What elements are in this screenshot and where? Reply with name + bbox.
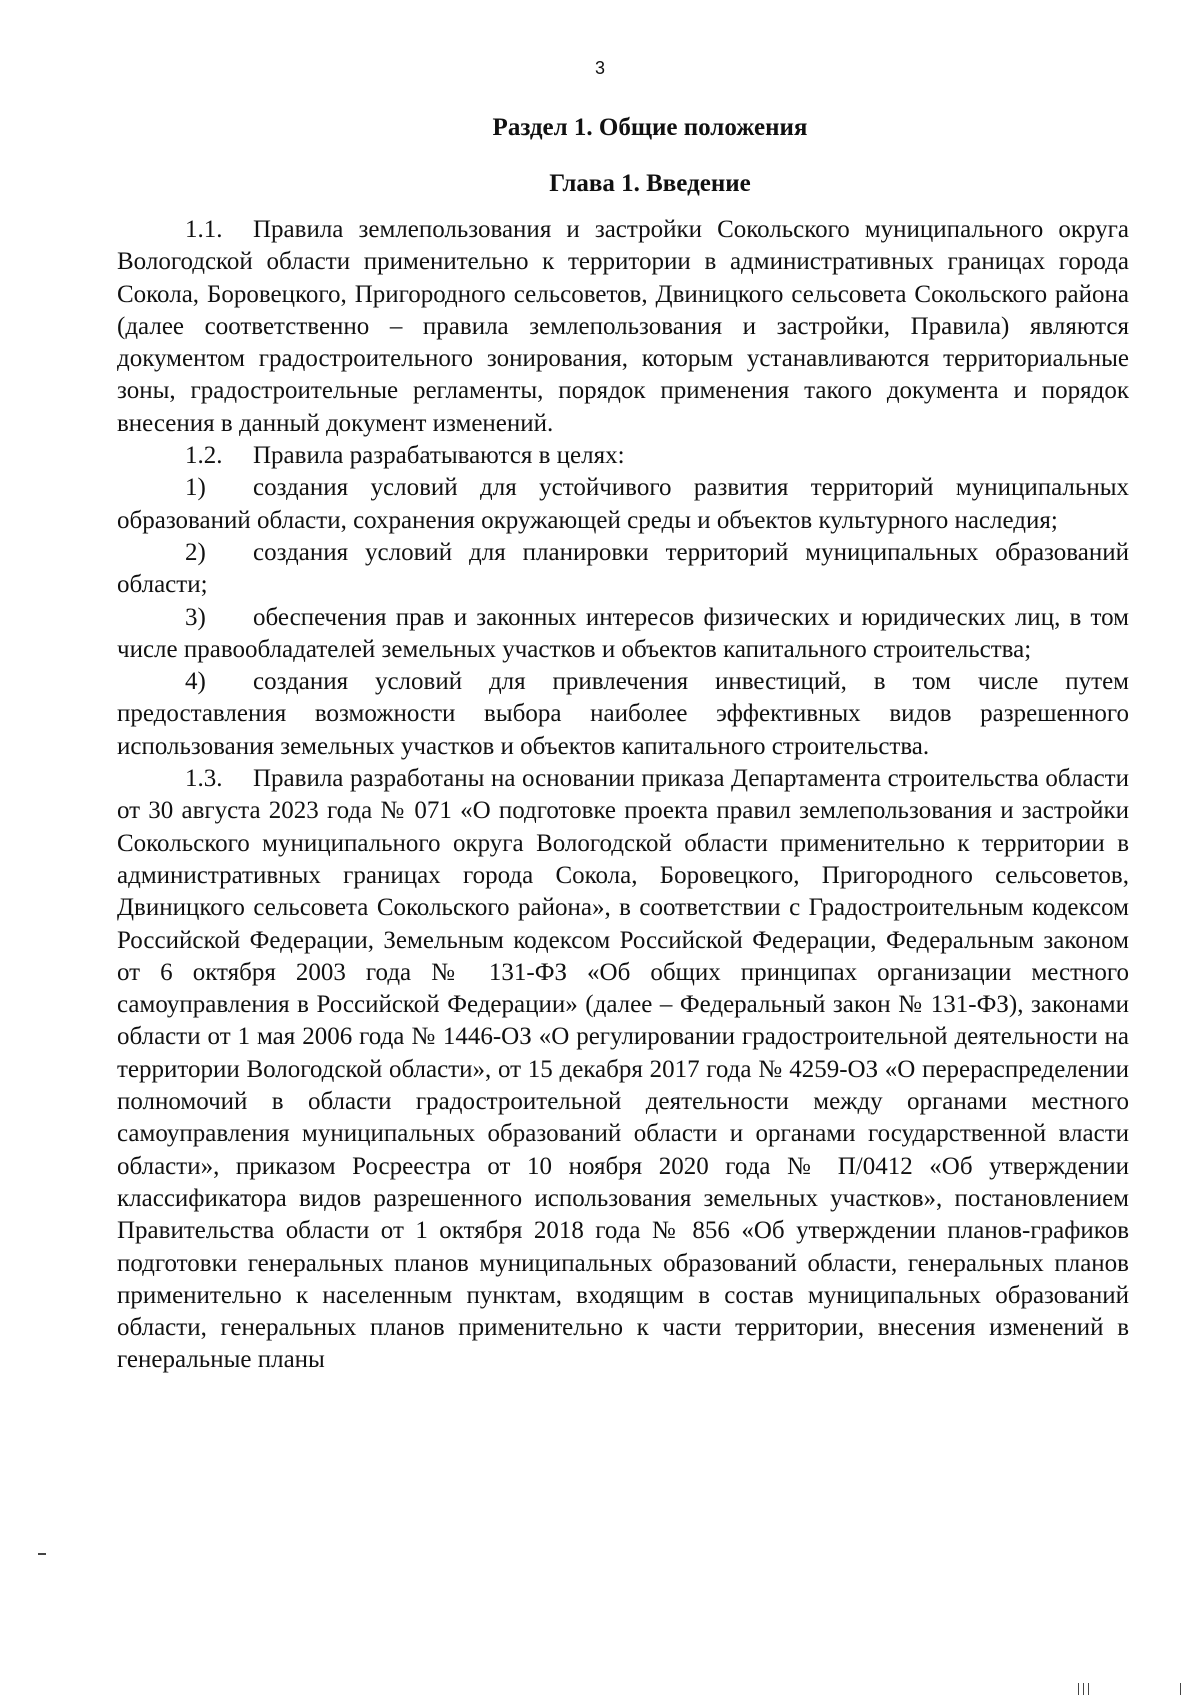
list-item-number: 3) <box>185 603 206 631</box>
list-item-number: 1) <box>185 474 206 502</box>
paragraph-number: 1.3. <box>185 765 223 793</box>
list-item-text: создания условий для устойчивого развития территорий муниципальных образований области, сохранения окружающей среды и объектов культурного наследия; <box>117 474 1129 534</box>
scan-artifact-mark <box>1083 1683 1084 1695</box>
scan-artifact-mark <box>1180 1683 1181 1695</box>
paragraph-1-2 <box>117 440 1129 472</box>
list-item-text: обеспечения прав и законных интересов физических и юридических лиц, в том числе правообладателей земельных участков и объектов капитального строительства; <box>117 603 1129 663</box>
paragraph-text: Правила разработаны на основании приказа Департамента строительства области от 30 августа 2023 года № 071 «О подготовке проекта правил землепользования и застройки Сокольского муниципального округа Вологодской области применительно к территории в административных границах города Сокола, Боровецкого, Пригородного сельсоветов, Двиницкого сельсовета Сокольского района», в соответствии с Градостроительным кодексом Российской Федерации, Земельным кодексом Российской Федерации, Федеральным законом от 6 октября 2003 года № 131-ФЗ «Об общих принципах организации местного самоуправления в Российской Федерации» (далее – Федеральный закон № 131-ФЗ), законами области от 1 мая 2006 года № 1446-ОЗ «О регулировании градостроительной деятельности на территории Вологодской области», от 15 декабря 2017 года № 4259-ОЗ «О перераспределении полномочий в области градостроительной деятельности между органами местного самоуправления муниципальных образований области и органами государственной власти области», приказом Росреестра от 10 ноября 2020 года № П/0412 «Об утверждении классификатора видов разрешенного использования земельных участков», постановлением Правительства области от 1 октября 2018 года № 856 «Об утверждении планов-графиков подготовки генеральных планов муниципальных образований области, генеральных планов применительно к населенным пунктам, входящим в состав муниципальных образований области, генеральных планов применительно к части территории, внесения изменений в генеральные планы <box>117 765 1129 1374</box>
paragraph-number: 1.2. <box>185 442 223 470</box>
list-item-4 <box>117 666 1129 763</box>
paragraph-number: 1.1. <box>185 216 223 243</box>
scan-artifact-mark <box>1088 1683 1089 1695</box>
scan-artifact-mark <box>38 1553 46 1555</box>
paragraph-1-3 <box>117 763 1129 1377</box>
section-title: Раздел 1. Общие положения <box>492 114 808 141</box>
list-item-3 <box>117 602 1129 667</box>
scan-artifact-mark <box>1078 1683 1079 1695</box>
chapter-title: Глава 1. Введение <box>549 170 751 197</box>
list-item-text: создания условий для привлечения инвестиций, в том числе путем предоставления возможности выбора наиболее эффективных видов разрешенного использования земельных участков и объектов капитального строительства. <box>117 668 1129 760</box>
list-item-1 <box>117 472 1129 537</box>
paragraph-text: Правила землепользования и застройки Сокольского муниципального округа Вологодской области применительно к территории в административных границах города Сокола, Боровецкого, Пригородного сельсоветов, Двиницкого сельсовета Сокольского района (далее соответственно – правила землепользования и застройки, Правила) являются документом градостроительного зонирования, которым устанавливаются территориальные зоны, градостроительные регламенты, порядок применения такого документа и порядок внесения в данный документ изменений. <box>117 216 1129 437</box>
paragraph-1-1 <box>117 214 1129 440</box>
list-item-text: создания условий для планировки территорий муниципальных образований области; <box>117 538 1129 599</box>
list-item-2 <box>117 537 1129 602</box>
paragraph-text: Правила разрабатываются в целях: <box>253 442 625 470</box>
page-number: 3 <box>594 58 605 78</box>
list-item-number: 2) <box>185 538 206 566</box>
document-body <box>117 214 1129 1377</box>
list-item-number: 4) <box>185 668 206 696</box>
